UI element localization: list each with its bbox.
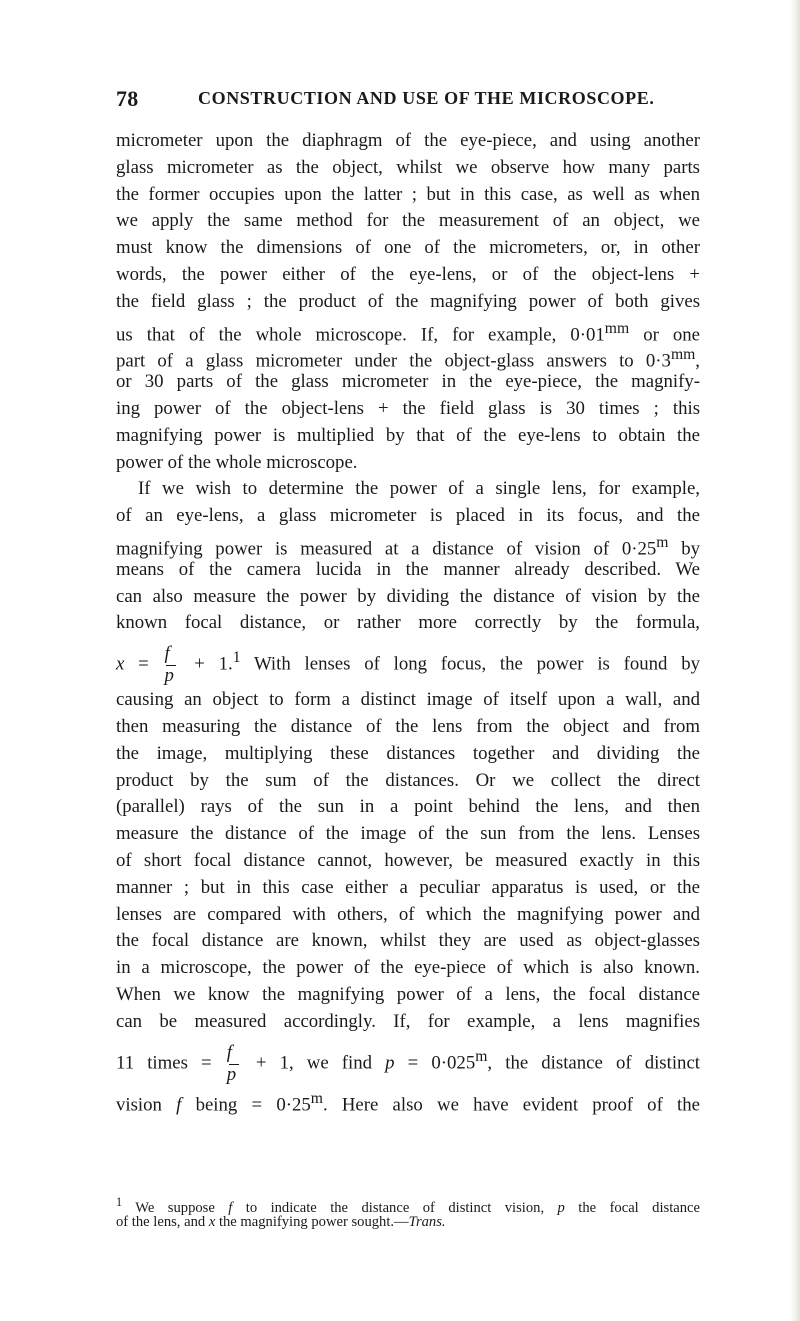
footnote (116, 1192, 700, 1232)
text-line: micrometer upon the diaphragm of the eye-piece, and using another (116, 130, 700, 151)
text-line: magnifying power is measured at a distance of vision of $0\cdot 25^m$ by (116, 533, 700, 560)
text-line: vision f being = $0\cdot 25^m$. Here also we have evident proof of the (116, 1089, 700, 1115)
running-title: CONSTRUCTION AND USE OF THE MICROSCOPE. (198, 88, 655, 108)
text-line: power of the whole microscope. (116, 451, 358, 473)
fraction: $\frac{f}{p}$ (227, 1044, 241, 1084)
body-text (116, 128, 701, 1115)
text-line: ing power of the object-lens + the field glass is 30 times ; this (116, 397, 700, 419)
text-line: of an eye-lens, a glass micrometer is placed in its focus, and the (116, 505, 700, 527)
page-number: 78 (116, 86, 139, 111)
formula-line: 11 times = $\frac{f}{p}$ + 1, we find $p = 0\cdot 025^m$, the distance of distinct (116, 1041, 701, 1085)
text-line: When we know the magnifying power of a lens, the focal distance (116, 983, 700, 1005)
page-edge-shadow (790, 0, 800, 1321)
text-line: must know the dimensions of one of the micrometers, or, in other (116, 237, 700, 259)
fraction: $\frac{f}{p}$ (164, 645, 178, 685)
text-line: measure the distance of the image of the sun from the lens. Lenses (116, 823, 700, 845)
text-line: means of the camera lucida in the manner already described. We (116, 558, 700, 580)
text-line: can also measure the power by dividing the distance of vision by the (116, 585, 700, 607)
text-line: product by the sum of the distances. Or we collect the direct (116, 769, 700, 791)
text-line: the field glass ; the product of the magnifying power of both gives (116, 290, 700, 312)
text-line: can be measured accordingly. If, for example, a lens magnifies (116, 1010, 700, 1032)
formula-line: x = $\frac{f}{p}$ + 1.$^1$ With lenses of long focus, the power is found by (116, 643, 700, 687)
text-line: of short focal distance cannot, however, be measured exactly in this (116, 849, 700, 871)
text-line: known focal distance, or rather more correctly by the formula, (116, 612, 700, 634)
text-line: in a microscope, the power of the eye-piece of which is also known. (116, 957, 700, 979)
text-line: causing an object to form a distinct image of itself upon a wall, and (116, 689, 700, 711)
text-line: the focal distance are known, whilst they are used as object-glasses (116, 930, 700, 952)
text-line: or 30 parts of the glass micrometer in the eye-piece, the magnify- (116, 371, 700, 393)
text-line: the former occupies upon the latter ; but in this case, as well as when (116, 183, 700, 205)
footnote-line: of the lens, and x the magnifying power sought.—Trans. (116, 1214, 446, 1230)
text-line: (parallel) rays of the sun in a point behind the lens, and then (116, 796, 700, 818)
text-line: then measuring the distance of the lens from the object and from (116, 715, 700, 737)
text-line: the image, multiplying these distances together and dividing the (116, 742, 700, 764)
text-line: us that of the whole microscope. If, for example, $0\cdot 01^{mm}$ or one (116, 319, 700, 345)
text-line: If we wish to determine the power of a single lens, for example, (138, 478, 700, 500)
footnote-line: $^1$ We suppose f to indicate the distance of distinct vision, p the focal distance (116, 1195, 700, 1216)
text-line: part of a glass micrometer under the object-glass answers to $0\cdot 3^{mm}$, (116, 346, 700, 372)
running-header (116, 86, 696, 116)
text-line: we apply the same method for the measurement of an object, we (116, 210, 700, 232)
text-line: magnifying power is multiplied by that of the eye-lens to obtain the (116, 424, 700, 446)
text-line: manner ; but in this case either a peculiar apparatus is used, or the (116, 876, 700, 898)
text-line: words, the power either of the eye-lens, or of the object-lens + (116, 263, 700, 285)
text-line: lenses are compared with others, of which the magnifying power and (116, 903, 700, 925)
text-line: glass micrometer as the object, whilst we observe how many parts (116, 156, 700, 178)
